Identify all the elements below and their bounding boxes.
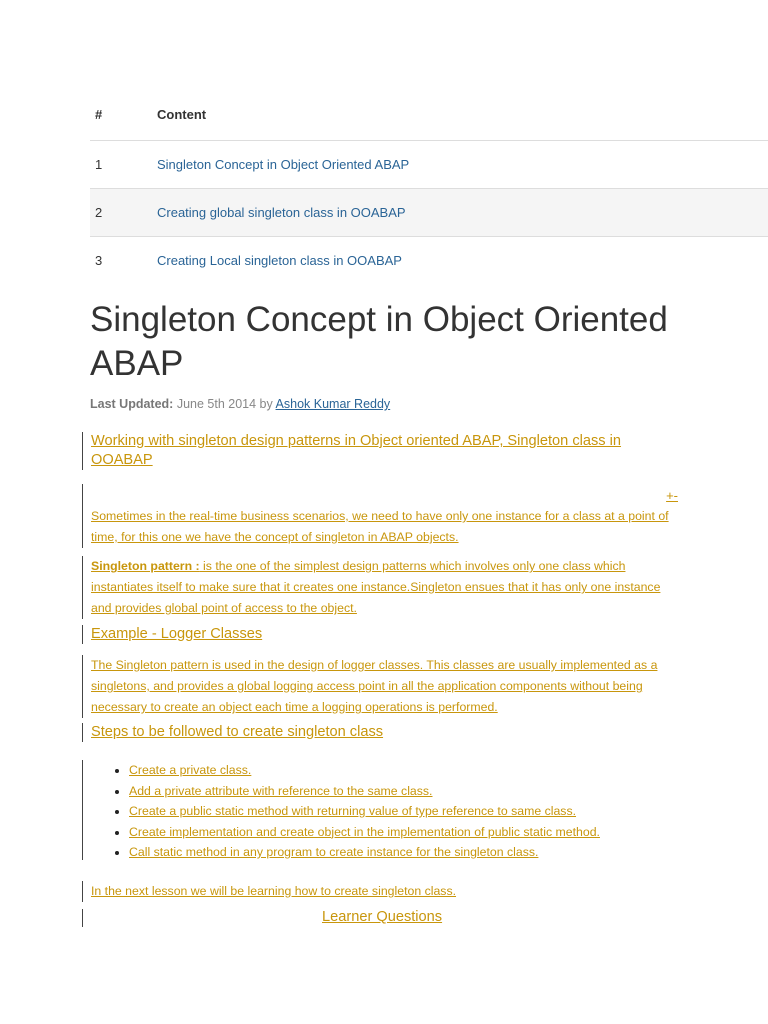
last-updated-date: June 5th 2014 by (176, 397, 273, 411)
toc-header-row (90, 88, 768, 141)
pattern-paragraph (82, 556, 671, 619)
intro-text: Sometimes in the real-time business scenarios, we need to have only one instance for a class at a point of time, for this one we have the concept of singleton in ABAP objects. (91, 509, 669, 544)
author-link[interactable]: Ashok Kumar Reddy (275, 397, 391, 411)
toc-row-num: 3 (95, 253, 103, 268)
step-text: Create implementation and create object in the implementation of public static method. (129, 824, 600, 839)
toc-header-num: # (95, 106, 103, 122)
page-title: Singleton Concept in Object Oriented ABAP (90, 300, 668, 383)
next-lesson-text: In the next lesson we will be learning how to create singleton class. (91, 884, 457, 898)
toc-header-content: Content (157, 106, 207, 122)
example-text: The Singleton pattern is used in the design of logger classes. This classes are usually implemented as a singletons, and provides a global logging access point in all the application components without being necessary to create an object each time a logging operations is performed. (91, 658, 658, 714)
learner-divider (82, 909, 91, 927)
toc-link-2[interactable]: Creating global singleton class in OOABAP (157, 205, 406, 220)
toggle-link[interactable]: +- (666, 488, 678, 503)
toc-link-3[interactable]: Creating Local singleton class in OOABAP (157, 253, 402, 268)
table-row (90, 189, 768, 237)
toc-link-1[interactable]: Singleton Concept in Object Oriented ABAP (157, 157, 410, 172)
intro-heading[interactable]: Working with singleton design patterns in Object oriented ABAP, Singleton class in OOABAP (82, 432, 681, 470)
table-row (90, 237, 768, 284)
intro-paragraph (82, 484, 671, 548)
list-item (129, 801, 703, 822)
learner-questions-link[interactable]: Learner Questions (322, 909, 443, 925)
table-row (90, 141, 768, 189)
step-text: Add a private attribute with reference to the same class. (129, 783, 433, 798)
example-heading: Example - Logger Classes (82, 625, 262, 644)
steps-list (83, 760, 703, 863)
list-item (129, 781, 703, 802)
step-text: Create a public static method with returning value of type reference to same class. (129, 804, 577, 818)
pattern-text: is the one of the simplest design patterns which involves only one class which instantiates itself to make sure that it creates one instance.Singleton ensues that it has only one instance and provides global point of access to the object. (91, 559, 661, 615)
last-updated (90, 397, 390, 411)
step-text: Create a private class. (129, 763, 252, 777)
steps-heading: Steps to be followed to create singleton class (82, 723, 383, 742)
toc-table (90, 88, 768, 284)
toc-row-num: 2 (95, 205, 103, 220)
next-lesson (82, 881, 671, 902)
list-item (129, 760, 703, 781)
example-paragraph (82, 655, 671, 718)
list-item (129, 822, 703, 843)
list-item (129, 842, 703, 863)
step-text: Call static method in any program to create instance for the singleton class. (129, 845, 539, 859)
steps-list-block (82, 760, 703, 860)
pattern-label: Singleton pattern : (91, 559, 200, 573)
last-updated-label: Last Updated: (90, 397, 174, 411)
toc-row-num: 1 (95, 157, 103, 172)
